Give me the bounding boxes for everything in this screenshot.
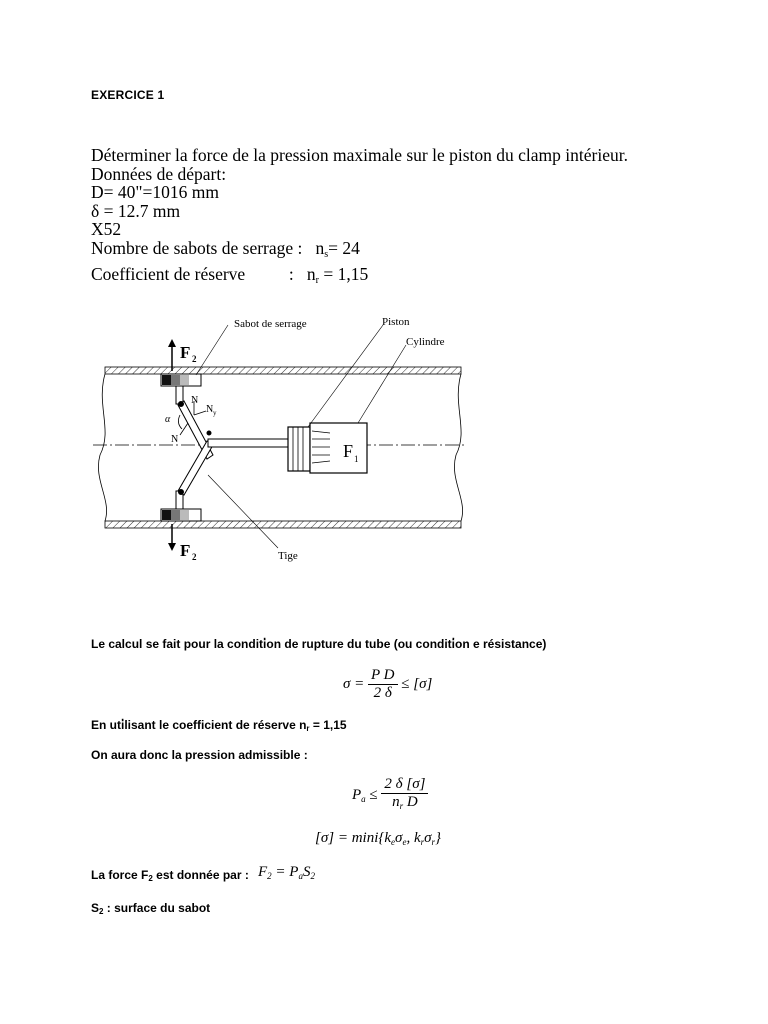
leader-cylindre — [358, 345, 406, 423]
subscript: 2 — [148, 874, 153, 883]
statement-line — [91, 265, 711, 291]
formula-part: , k — [406, 830, 421, 846]
leader-tige — [208, 475, 278, 548]
label-cylindre: Cylindre — [406, 336, 445, 348]
paragraph-pressure: On aura donc la pression admissible : — [91, 748, 308, 762]
subscript: 2 — [267, 871, 272, 881]
label-alpha: α — [165, 414, 171, 425]
statement-line: Déterminer la force de la pression maximale sur le piston du clamp intérieur. — [91, 145, 628, 165]
label-f1: F — [343, 441, 354, 461]
cylinder — [310, 423, 367, 473]
formula-part: D — [403, 794, 418, 810]
formula-part: P — [352, 786, 362, 803]
piston — [288, 427, 310, 471]
formula-stress — [343, 667, 432, 702]
label-f2-bottom: F — [180, 541, 191, 560]
subscript: r — [315, 274, 320, 286]
statement-line — [91, 239, 711, 265]
label-piston: Piston — [382, 316, 410, 328]
linkage-bottom — [176, 441, 213, 509]
statement-text: Coefficient de réserve : n — [91, 263, 316, 284]
formula-part: = P — [271, 864, 299, 880]
label-ny-sub: y — [213, 409, 217, 417]
label-f1-sub: 1 — [354, 454, 359, 464]
label-ny: N — [206, 404, 214, 415]
subscript: e — [402, 837, 407, 847]
formula-part: σ — [395, 830, 403, 846]
break-line-left — [98, 374, 106, 521]
paragraph-surface — [91, 901, 210, 916]
formula-part: σ = — [343, 675, 365, 692]
text-part: = 1,15 — [309, 718, 347, 732]
formula-part: ≤ [σ] — [401, 675, 433, 692]
paragraph-coefficient — [91, 718, 347, 733]
statement-value: = 1,15 — [319, 263, 369, 284]
formula-allowable-stress — [315, 830, 441, 847]
pipe-wall-top — [105, 367, 461, 374]
clamping-shoe-bottom — [161, 509, 201, 521]
formula-part: [σ] = mini{k — [315, 830, 392, 846]
label-f2-top-sub: 2 — [192, 354, 197, 364]
fraction-numerator: P D — [368, 667, 397, 685]
clamp-diagram — [88, 305, 468, 575]
formula-part: σ — [424, 830, 432, 846]
text-part: est donnée par : — [152, 868, 249, 882]
text-part: : surface du sabot — [103, 901, 211, 915]
statement-line: δ = 12.7 mm — [91, 200, 181, 221]
rod — [208, 439, 288, 447]
problem-statement — [91, 146, 711, 290]
subscript: r — [420, 837, 425, 847]
formula-force — [258, 864, 315, 881]
text-part: La force F — [91, 868, 149, 882]
label-n: N — [191, 395, 199, 406]
label-nx: N — [171, 434, 179, 445]
formula-admissible-pressure — [352, 776, 428, 815]
formula-part: F — [258, 864, 268, 880]
subscript: r — [399, 801, 404, 811]
formula-part: ≤ — [365, 786, 382, 803]
statement-line: Données de départ: — [91, 163, 227, 184]
formula-part: S — [302, 864, 311, 880]
text-part: S — [91, 901, 100, 915]
subscript: r — [431, 837, 436, 847]
paragraph-condition: Le calcul se fait pour la conditi̇on de rupture du tube (ou conditi̇on e résistance) — [91, 637, 547, 651]
fraction — [381, 776, 428, 815]
clamping-shoe-top — [161, 374, 201, 386]
statement-line: X52 — [91, 219, 122, 240]
label-sabot: Sabot de serrage — [234, 318, 307, 330]
break-line-right — [454, 374, 462, 521]
exercise-heading: EXERCICE 1 — [91, 88, 165, 102]
statement-text: Nombre de sabots de serrage : n — [91, 237, 325, 258]
formula-part: } — [435, 830, 442, 846]
subscript: a — [298, 871, 303, 881]
fraction-denominator — [381, 794, 428, 815]
label-f2-bottom-sub: 2 — [192, 552, 197, 562]
leader-piston — [308, 325, 383, 427]
statement-value: = 24 — [328, 237, 360, 258]
subscript: e — [391, 837, 396, 847]
subscript: a — [361, 793, 366, 804]
paragraph-force — [91, 868, 249, 883]
label-tige: Tige — [278, 550, 298, 562]
subscript: s — [324, 248, 329, 260]
pipe-wall-bottom — [105, 521, 461, 528]
subscript: 2 — [99, 907, 104, 916]
subscript: r — [306, 724, 310, 733]
fraction-numerator: 2 δ [σ] — [381, 776, 428, 794]
fraction-denominator: 2 δ — [373, 685, 392, 701]
label-f2-top: F — [180, 343, 191, 362]
formula-part: n — [392, 794, 400, 810]
subscript: 2 — [310, 871, 315, 881]
statement-line: D= 40"=1016 mm — [91, 182, 219, 203]
fraction — [368, 667, 397, 702]
text-part: En uti̇lisant le coefficient de réserve n — [91, 718, 307, 732]
